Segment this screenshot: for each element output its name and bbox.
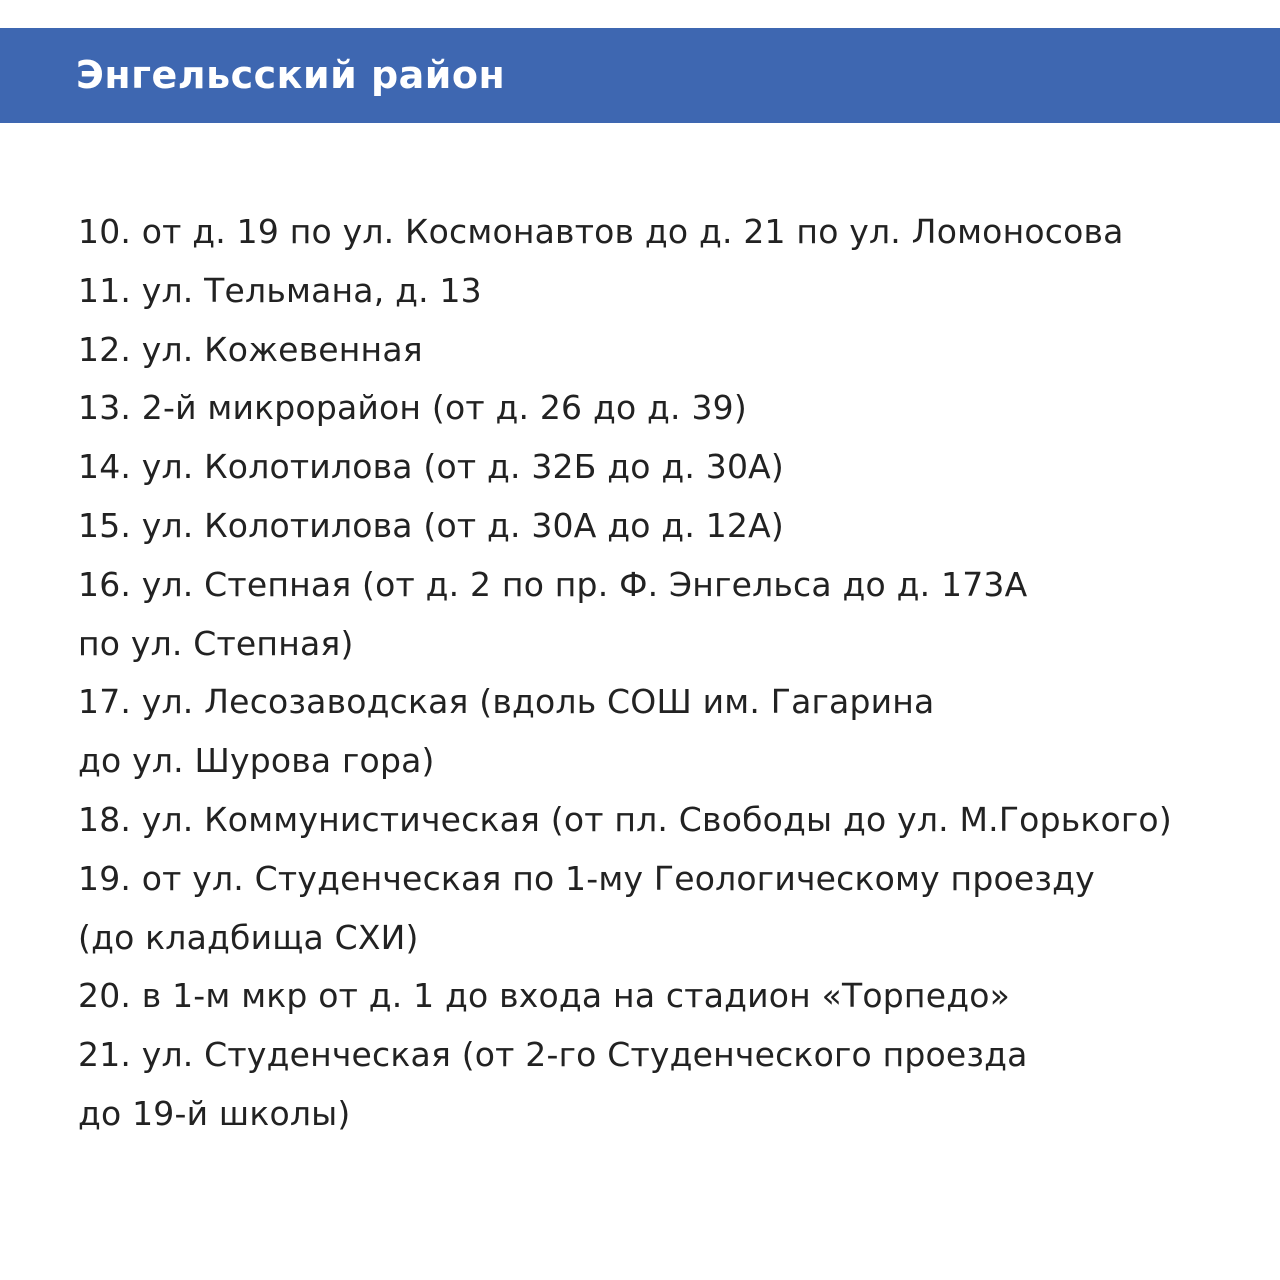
header-bar	[0, 28, 1280, 123]
list-item-15: 15. ул. Колотилова (от д. 30А до д. 12А)	[78, 505, 784, 545]
list-item-13: 13. 2-й микрорайон (от д. 26 до д. 39)	[78, 388, 747, 428]
list-item-21-continuation: до 19-й школы)	[78, 1093, 351, 1133]
street-list	[78, 203, 1172, 1144]
list-item-10: 10. от д. 19 по ул. Космонавтов до д. 21 по ул. Ломоносова	[78, 212, 1124, 251]
list-item-19-continuation: (до кладбища СХИ)	[78, 917, 419, 957]
page-title: Энгельсский район	[76, 53, 506, 97]
list-item-14: 14. ул. Колотилова (от д. 32Б до д. 30А)	[78, 447, 785, 487]
list-item-12: 12. ул. Кожевенная	[78, 329, 423, 369]
list-item-21: 21. ул. Студенческая (от 2-го Студенческого проезда	[78, 1035, 1028, 1075]
list-item-20: 20. в 1-м мкр от д. 1 до входа на стадион «Торпедо»	[78, 976, 1010, 1016]
list-item-19: 19. от ул. Студенческая по 1-му Геологическому проезду	[78, 858, 1095, 898]
list-item-17: 17. ул. Лесозаводская (вдоль СОШ им. Гагарина	[78, 682, 935, 722]
list-item-16-continuation: по ул. Степная)	[78, 623, 354, 663]
list-item-18: 18. ул. Коммунистическая (от пл. Свободы до ул. М.Горького)	[78, 799, 1172, 839]
list-item-11: 11. ул. Тельмана, д. 13	[78, 270, 482, 310]
list-item-17-continuation: до ул. Шурова гора)	[78, 741, 435, 781]
list-item-16: 16. ул. Степная (от д. 2 по пр. Ф. Энгельса до д. 173А	[78, 564, 1028, 604]
